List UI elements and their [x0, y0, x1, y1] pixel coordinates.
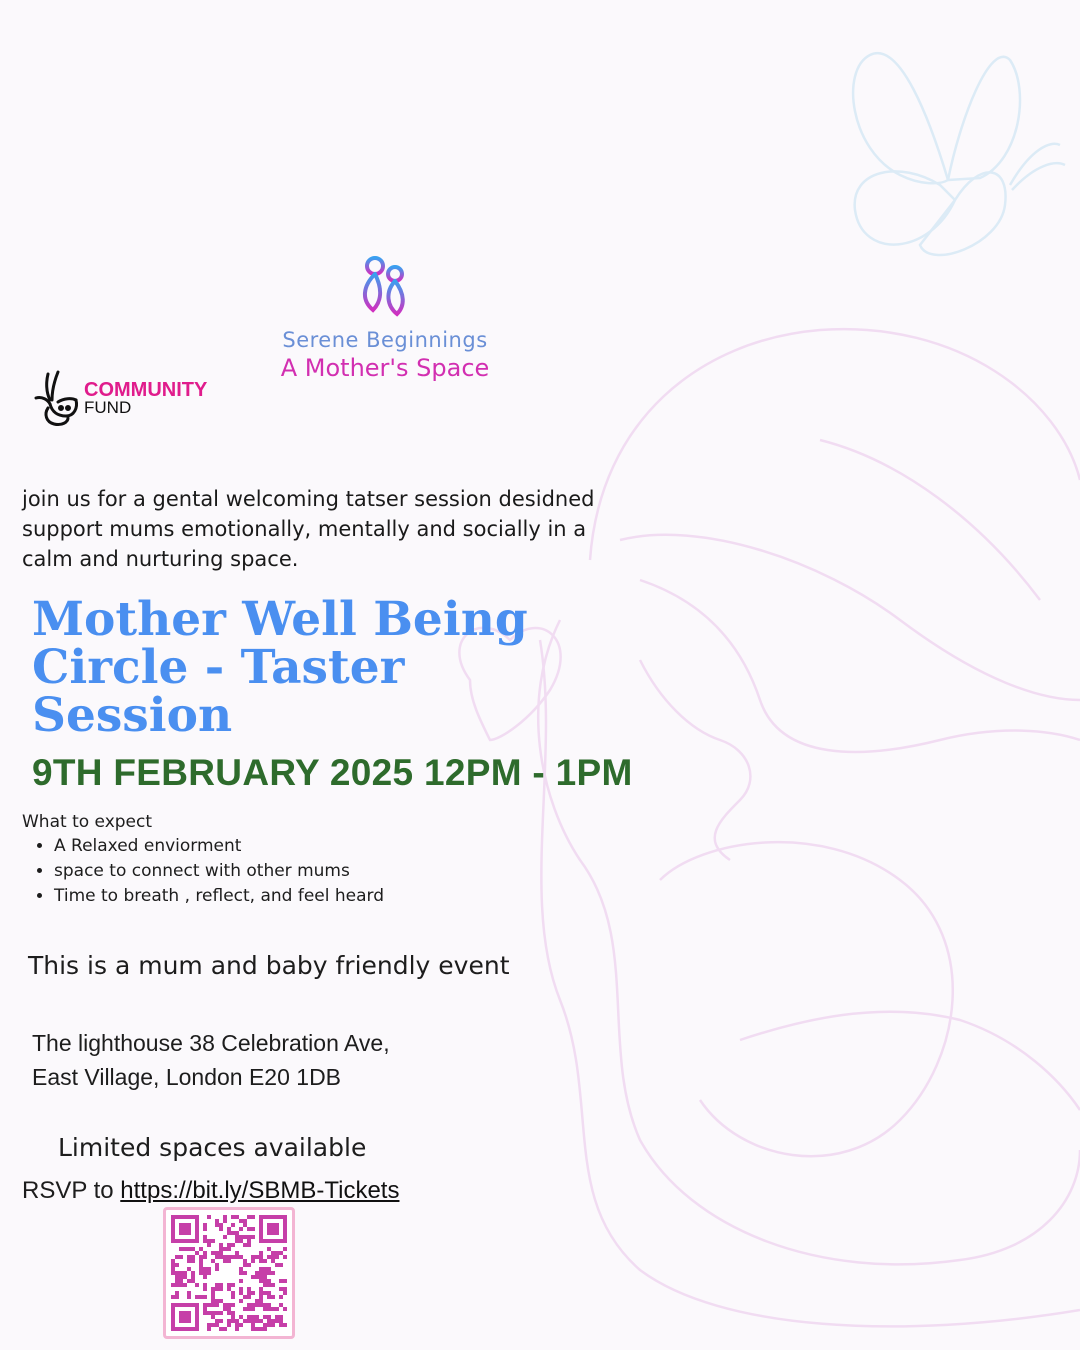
what-to-expect-section — [22, 812, 384, 909]
expect-list — [22, 834, 384, 909]
mother-baby-outline-icon — [459, 329, 1080, 1326]
address-line2: East Village, London E20 1DB — [32, 1064, 342, 1090]
friendly-note: This is a mum and baby friendly event — [28, 951, 510, 980]
rsvp-line — [22, 1177, 399, 1205]
rsvp-label: RSVP to — [22, 1177, 121, 1204]
brand-tagline: A Mother's Space — [280, 354, 490, 382]
list-item: • Time to breath , reflect, and feel heard — [54, 884, 384, 909]
list-item: • A Relaxed enviorment — [54, 834, 384, 859]
fund-name-line2: FUND — [84, 398, 132, 417]
qr-code-icon — [166, 1210, 292, 1336]
serene-beginnings-logo — [270, 252, 500, 382]
rsvp-link[interactable]: https://bit.ly/SBMB-Tickets — [120, 1177, 400, 1204]
rsvp-qr-code[interactable] — [163, 1207, 295, 1339]
community-fund-logo — [28, 368, 207, 430]
venue-address — [32, 1026, 390, 1094]
mother-child-logo-icon — [353, 252, 417, 322]
fund-name-line1: COMMUNITY — [84, 379, 208, 401]
brand-name: Serene Beginnings — [282, 328, 488, 352]
address-line1: The lighthouse 38 Celebration Ave, — [32, 1030, 390, 1056]
event-date: 9TH FEBRUARY 2025 12PM - 1PM — [32, 752, 633, 793]
crossed-fingers-icon — [28, 368, 82, 430]
expect-heading: What to expect — [22, 812, 153, 832]
event-title: Mother Well Being Circle - Taster Session — [32, 592, 528, 743]
list-item: • space to connect with other mums — [54, 859, 384, 884]
butterfly-icon — [853, 53, 1065, 255]
limited-spaces-note: Limited spaces available — [58, 1133, 367, 1162]
intro-paragraph: join us for a gental welcoming tatser session desidned support mums emotionally, mentally and socially in a calm and nurturing space. — [22, 487, 595, 571]
